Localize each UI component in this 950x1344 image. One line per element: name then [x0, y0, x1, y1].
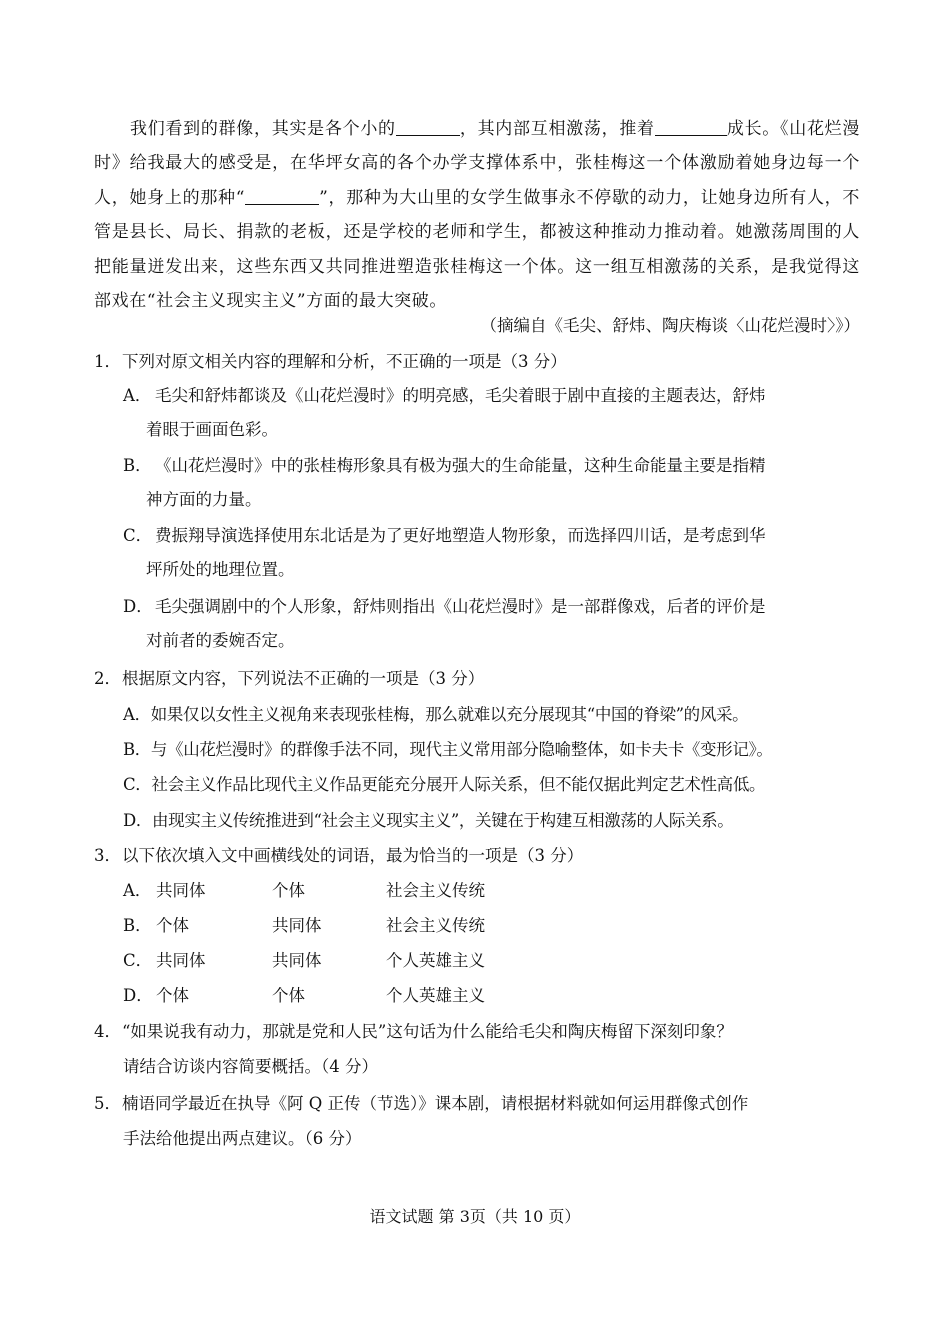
passage-text-4: ”，那种为大山里的女学生做事永不停歇的动力，让她身边所有人，不管是县长、局长、捐款的老板，还是学校的老师和学生，都被这种推动力推动着。她激荡周围的人把能量迸发出来，这些东西又共同推进塑造张桂梅这一个体。这一组互相激荡的关系，是我觉得这部戏在“社会主义现实主义”方面的最大突破。 — [94, 187, 860, 312]
option-text: 《山花烂漫时》中的张桂梅形象具有极为强大的生命能量，这种生命能量主要是指精 — [155, 456, 766, 475]
option-word-3: 社会主义传统 — [386, 881, 485, 900]
question-3-text: 以下依次填入文中画横线处的词语，最为恰当的一项是（3 分） — [122, 846, 584, 865]
question-3-option-d — [123, 984, 485, 1008]
option-letter: A． — [123, 881, 152, 900]
option-word-1: 共同体 — [156, 951, 206, 970]
option-text-continued: 坪所处的地理位置。 — [146, 560, 295, 580]
option-text-continued: 对前者的委婉否定。 — [146, 631, 295, 651]
page-footer: 语文试题 第 3页（共 10 页） — [369, 1207, 581, 1226]
question-2-option-a: A．如果仅以女性主义视角来表现张桂梅，那么就难以充分展现其“中国的脊梁”的风采。 — [123, 705, 749, 724]
passage-paragraph — [94, 112, 860, 318]
option-text: 费振翔导演选择使用东北话是为了更好地塑造人物形象，而选择四川话，是考虑到华 — [155, 526, 766, 545]
question-1-number: 1． — [94, 352, 121, 371]
question-1-option-c — [123, 519, 860, 588]
option-word-2: 共同体 — [272, 916, 322, 935]
question-2-option-b: B．与《山花烂漫时》的群像手法不同，现代主义常用部分隐喻整体，如卡夫卡《变形记》。 — [123, 740, 773, 759]
passage-text-3: 成长。《山花烂漫时》给我最大的感受是，在华坪女高的各个办学支撑体系中，张桂梅这一个体激励着她身边每一个人，她身上的那种“ — [94, 119, 860, 208]
question-5-number: 5． — [94, 1094, 121, 1113]
option-word-3: 个人英雄主义 — [386, 986, 485, 1005]
passage-text-1: 我们看到的群像，其实是各个小的 — [130, 119, 396, 139]
question-3-number: 3． — [94, 846, 121, 865]
passage-text-2: ，其内部互相激荡，推着 — [459, 119, 655, 139]
option-letter: D． — [123, 986, 153, 1005]
question-5-text-continued: 手法给他提出两点建议。（6 分） — [123, 1129, 362, 1148]
question-1-option-d — [123, 590, 860, 659]
question-2-stem — [94, 667, 864, 691]
option-text-continued: 神方面的力量。 — [146, 490, 262, 510]
passage-source: （摘编自《毛尖、舒炜、陶庆梅谈〈山花烂漫时〉》） — [480, 316, 860, 335]
question-4-text: “如果说我有动力，那就是党和人民”这句话为什么能给毛尖和陶庆梅留下深刻印象？ — [122, 1022, 733, 1041]
question-3-option-c — [123, 949, 485, 973]
blank-1 — [396, 118, 460, 136]
blank-3 — [245, 187, 319, 205]
option-text: 毛尖强调剧中的个人形象，舒炜则指出《山花烂漫时》是一部群像戏，后者的评价是 — [155, 597, 766, 616]
option-text-continued: 着眼于画面色彩。 — [146, 420, 278, 440]
option-letter: B． — [123, 456, 152, 475]
question-3-option-b — [123, 914, 485, 938]
question-2-text: 根据原文内容，下列说法不正确的一项是（3 分） — [122, 669, 485, 688]
question-2-number: 2． — [94, 669, 121, 688]
option-word-3: 个人英雄主义 — [386, 951, 485, 970]
question-4-text-continued: 请结合访谈内容简要概括。（4 分） — [123, 1057, 378, 1076]
option-word-1: 个体 — [156, 986, 189, 1005]
option-letter: C． — [123, 526, 153, 545]
option-word-1: 个体 — [156, 916, 189, 935]
option-word-3: 社会主义传统 — [386, 916, 485, 935]
question-1-text: 下列对原文相关内容的理解和分析，不正确的一项是（3 分） — [122, 352, 567, 371]
question-4-number: 4． — [94, 1022, 121, 1041]
option-word-2: 共同体 — [272, 951, 322, 970]
question-1-stem — [94, 350, 864, 374]
question-2-option-d: D．由现实主义传统推进到“社会主义现实主义”，关键在于构建互相激荡的人际关系。 — [123, 811, 734, 830]
option-word-1: 共同体 — [156, 881, 206, 900]
question-1-option-a — [123, 379, 860, 448]
question-1-option-b — [123, 449, 860, 518]
option-letter: D． — [123, 597, 153, 616]
option-letter: A． — [123, 386, 152, 405]
question-2-option-c: C．社会主义作品比现代主义作品更能充分展开人际关系，但不能仅据此判定艺术性高低。 — [123, 775, 766, 794]
question-5-stem — [94, 1092, 864, 1116]
option-letter: B． — [123, 916, 152, 935]
question-4-stem — [94, 1020, 864, 1044]
question-3-stem — [94, 844, 864, 868]
option-letter: C． — [123, 951, 153, 970]
option-word-2: 个体 — [272, 881, 305, 900]
option-word-2: 个体 — [272, 986, 305, 1005]
option-text: 毛尖和舒炜都谈及《山花烂漫时》的明亮感，毛尖着眼于剧中直接的主题表达，舒炜 — [155, 386, 766, 405]
question-5-text: 楠语同学最近在执导《阿 Q 正传（节选）》课本剧，请根据材料就如何运用群像式创作 — [122, 1094, 749, 1113]
blank-2 — [655, 118, 727, 136]
question-3-option-a — [123, 879, 485, 903]
